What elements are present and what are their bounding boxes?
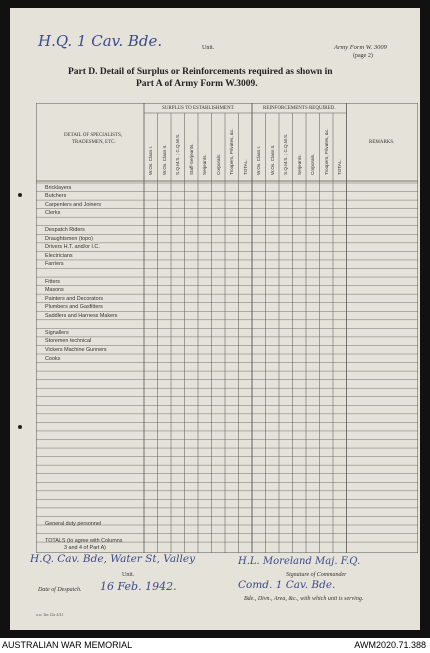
form-page: (page 2)	[353, 53, 373, 59]
trade-row-label: Painters and Decorators	[45, 295, 104, 302]
print-code: a.w. 3m 12a 4/41	[36, 612, 64, 617]
punch-hole-top	[18, 193, 22, 197]
trade-row-label: Drivers H.T. and/or I.C.	[45, 244, 100, 251]
reinforcement-column-label-3: Serjeants.	[296, 154, 302, 175]
surplus-column-label-1: W.Os. Class II.	[161, 144, 167, 175]
trade-row-label: Electricians	[45, 252, 73, 259]
trade-row-label: Saddlers and Harness Makers	[45, 312, 118, 319]
surplus-column-label-0: W.Os. Class I.	[148, 145, 153, 175]
remarks-header: REMARKS.	[369, 140, 395, 145]
trade-row-label: Masons	[45, 287, 64, 294]
surplus-column-label-6: Troopers, Privates, &c.	[229, 128, 234, 175]
signature-label: Signature of Commander	[286, 572, 347, 578]
reinforcement-column-label-5: Troopers, Privates, &c.	[323, 128, 329, 175]
command-label: Bde., Divn., Area, &c., with which unit is serving.	[244, 596, 364, 602]
totals-label-2: 3 and 4 of Part A)	[64, 545, 106, 551]
form-title-line1: Part D. Detail of Surplus or Reinforcements required as shown in	[68, 67, 333, 77]
first-col-header-2: TRADESMEN, ETC.	[72, 140, 116, 145]
trade-row-label: Plumbers and Gasfitters	[45, 304, 103, 311]
trade-row-label: Butchers	[45, 193, 67, 200]
trade-row-label: Fitters	[45, 278, 60, 285]
general-duty-label: General duty personnel	[45, 521, 102, 527]
trade-row-label: Bricklayers	[45, 184, 72, 191]
trade-row-label: Carpenters and Joiners	[45, 201, 102, 208]
form-sheet	[10, 8, 420, 630]
trade-row-label: Storemen technical	[45, 338, 92, 345]
surplus-column-label-7: TOTAL.	[242, 159, 248, 175]
signature-handwritten: H.L. Moreland Maj. F.Q.	[238, 556, 361, 567]
reinforcement-column-label-6: TOTAL.	[337, 159, 342, 175]
form-title-line2: Part A of Army Form W.3009.	[136, 79, 258, 89]
trade-row-label: Farriers	[45, 261, 64, 268]
trade-row-label: Cooks	[45, 355, 61, 362]
archive-institution: AUSTRALIAN WAR MEMORIAL	[2, 640, 133, 650]
unit-label-top: Unit.	[202, 45, 215, 51]
reinforcement-column-label-2: S.Q.M.S. ; C.Q.M.S.	[283, 133, 288, 175]
despatch-label: Date of Despatch.	[38, 587, 82, 593]
reinforcements-header: REINFORCEMENTS REQUIRED.	[263, 106, 336, 111]
trade-row-label: Vickers Machine Gunners	[45, 346, 107, 353]
surplus-header: SURPLUS TO ESTABLISHMENT.	[162, 106, 235, 111]
reinforcement-column-label-1: W.Os. Class II.	[269, 144, 275, 175]
archive-accession-number: AWM2020.71.388	[354, 640, 426, 650]
specialists-table	[36, 103, 418, 553]
surplus-column-label-2: S.Q.M.S. ; C.Q.M.S.	[175, 133, 180, 175]
first-col-header-1: DETAIL OF SPECIALISTS,	[64, 133, 123, 138]
trade-row-label: Despatch Riders	[45, 227, 85, 234]
reinforcement-column-label-0: W.Os. Class I.	[256, 145, 261, 175]
table-grid-lines	[36, 103, 418, 553]
trade-row-label: Draughtsmen (topo)	[45, 235, 93, 242]
punch-hole-bottom	[18, 425, 22, 429]
trade-row-label: Signallers	[45, 329, 69, 336]
unit-handwritten-top: H.Q. 1 Cav. Bde.	[38, 32, 163, 50]
despatch-handwritten: 16 Feb. 1942.	[100, 580, 177, 593]
totals-label-1: TOTALS (to agree with Columns	[45, 538, 123, 544]
unit-label-bottom: Unit.	[122, 572, 135, 578]
surplus-column-label-5: Corporals.	[215, 153, 221, 175]
trade-row-label: Clerks	[45, 210, 61, 217]
surplus-column-label-3: Staff-Serjeants.	[188, 143, 194, 175]
surplus-column-label-4: Serjeants.	[202, 154, 207, 175]
unit-handwritten-bottom: H.Q. Cav. Bde, Water St, Valley	[30, 553, 195, 565]
archive-footer	[0, 638, 430, 653]
command-handwritten: Comd. 1 Cav. Bde.	[238, 579, 336, 591]
form-name: Army Form W. 3009	[334, 44, 387, 51]
reinforcement-column-label-4: Corporals.	[310, 153, 315, 175]
